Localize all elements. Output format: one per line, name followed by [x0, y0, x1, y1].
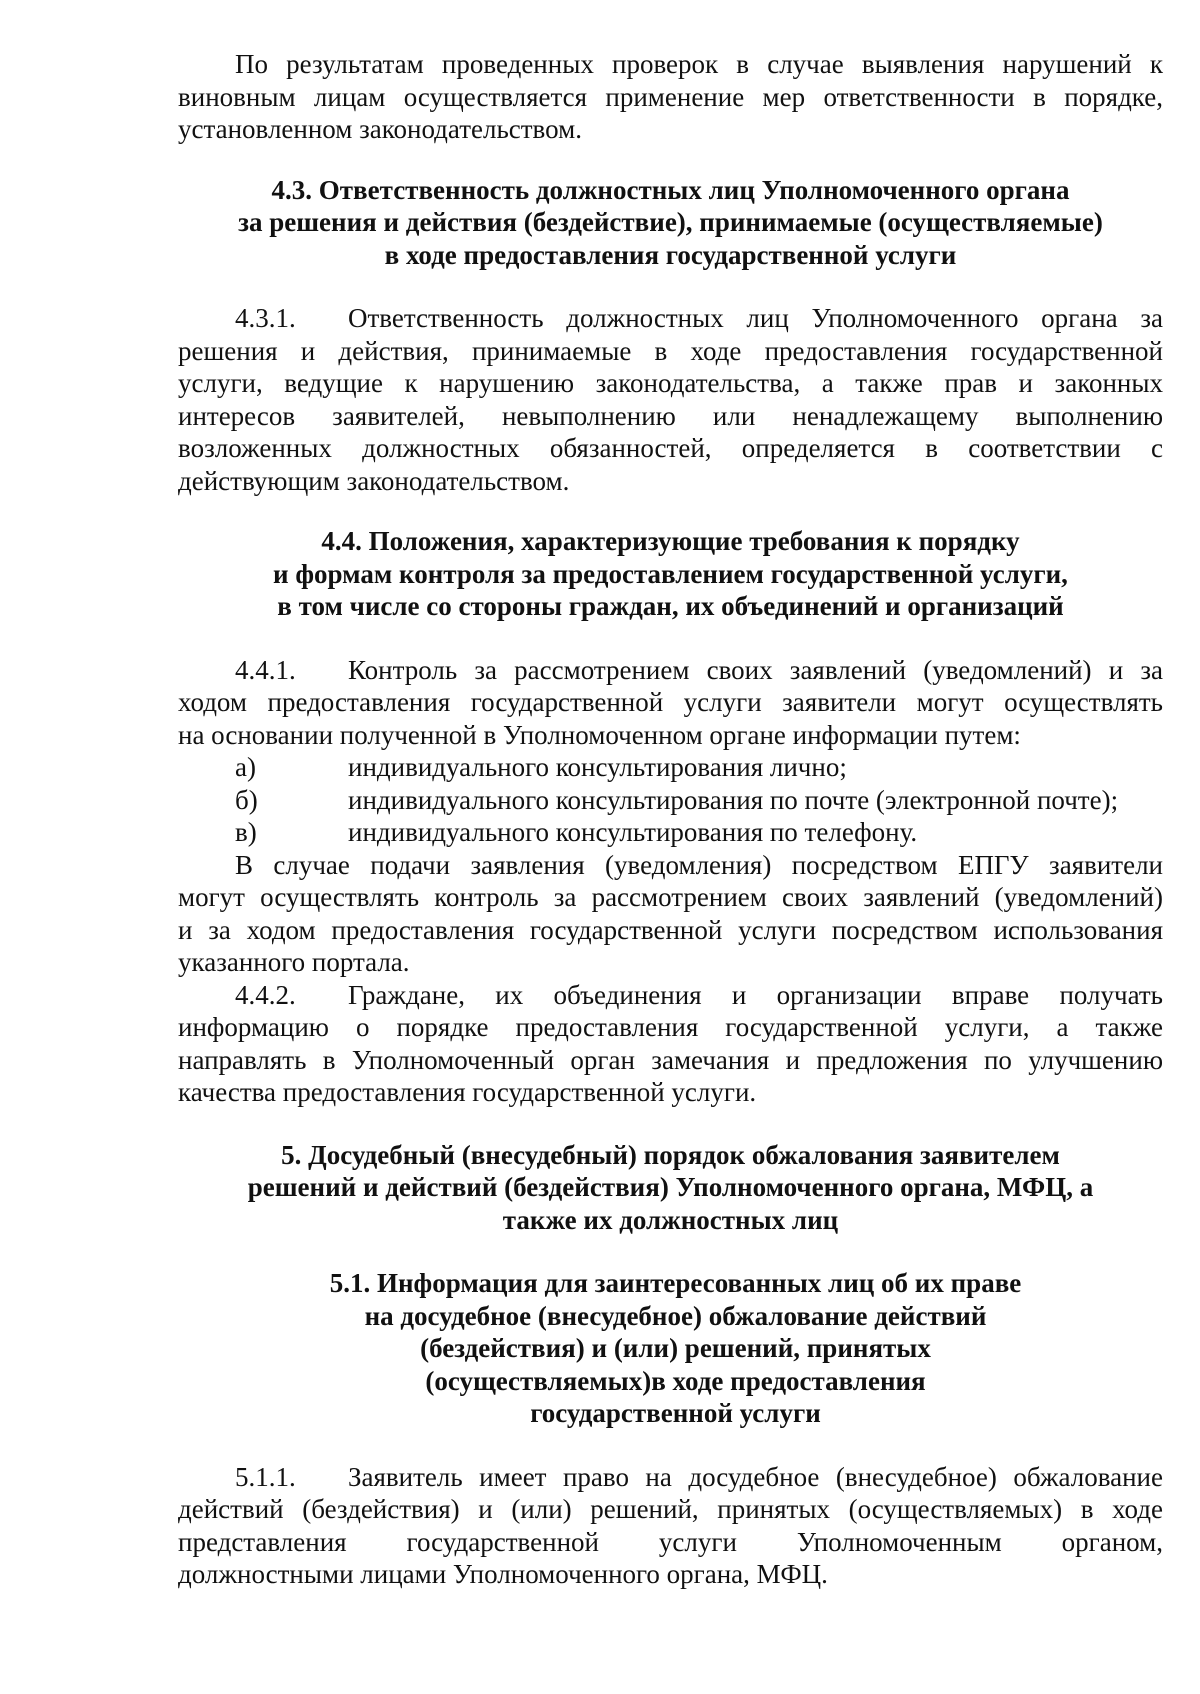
- section-4-4-heading: [178, 525, 1163, 623]
- intro-paragraph: [178, 48, 1163, 146]
- paragraph-line: услуги, ведущие к нарушению законодательства, а также прав и законных: [178, 368, 1163, 398]
- heading-line: на досудебное (внесудебное) обжалование действий: [364, 1300, 987, 1331]
- paragraph-number: 4.4.1.: [235, 654, 296, 685]
- heading-line: 5. Досудебный (внесудебный) порядок обжалования заявителем: [281, 1139, 1060, 1170]
- paragraph-number: 4.4.2.: [235, 979, 296, 1010]
- heading-line: и формам контроля за предоставлением государственной услуги,: [273, 558, 1068, 589]
- document-page: [178, 48, 1163, 1591]
- list-item: [178, 751, 1163, 784]
- list-item: [178, 816, 1163, 849]
- paragraph-line: Ответственность должностных лиц Уполномоченного органа за: [348, 303, 1163, 333]
- section-4-3-heading: [178, 174, 1163, 272]
- paragraph-4-3-1: [178, 302, 1163, 497]
- heading-line: 5.1. Информация для заинтересованных лиц об их праве: [329, 1268, 1022, 1298]
- paragraph-line: на основании полученной в Уполномоченном органе информации путем:: [178, 719, 1021, 750]
- paragraph-4-4-2: [178, 979, 1163, 1109]
- paragraph-line: представления государственной услуги Уполномоченным органом,: [178, 1526, 1163, 1557]
- paragraph-line: и за ходом предоставления государственной услуги посредством использования: [178, 914, 1163, 945]
- paragraph-line: В случае подачи заявления (уведомления) посредством ЕПГУ заявители: [235, 849, 1163, 880]
- heading-line: также их должностных лиц: [502, 1204, 839, 1235]
- heading-line: 4.3. Ответственность должностных лиц Уполномоченного органа: [271, 174, 1070, 205]
- intro-line: По результатам проведенных проверок в случае выявления нарушений к: [235, 49, 1163, 79]
- heading-line: государственной услуги: [530, 1398, 821, 1428]
- paragraph-line: должностными лицами Уполномоченного органа, МФЦ.: [178, 1559, 828, 1589]
- intro-line: виновным лицам осуществляется применение мер ответственности в порядке,: [178, 81, 1163, 112]
- heading-line: за решения и действия (бездействие), принимаемые (осуществляемые): [238, 207, 1103, 237]
- paragraph-line: качества предоставления государственной услуги.: [178, 1077, 757, 1107]
- paragraph-line: Заявитель имеет право на досудебное (внесудебное) обжалование: [348, 1461, 1163, 1492]
- heading-line: решений и действий (бездействия) Уполномоченного органа, МФЦ, а: [247, 1172, 1094, 1202]
- heading-line: (бездействия) и (или) решений, принятых: [420, 1333, 931, 1363]
- heading-line: в ходе предоставления государственной услуги: [384, 239, 957, 270]
- paragraph-line: действий (бездействия) и (или) решений, принятых (осуществляемых) в ходе: [178, 1494, 1163, 1524]
- paragraph-line: возложенных должностных обязанностей, определяется в соответствии с: [178, 433, 1163, 463]
- paragraph-number: 5.1.1.: [235, 1461, 296, 1492]
- paragraph-line: указанного портала.: [178, 947, 410, 977]
- list-item: [178, 784, 1163, 817]
- list-letter: б): [235, 784, 258, 815]
- paragraph-line: Контроль за рассмотрением своих заявлений (уведомлений) и за: [348, 654, 1163, 685]
- paragraph-4-4-1: [178, 654, 1163, 979]
- list-text: индивидуального консультирования по телефону.: [348, 817, 918, 847]
- paragraph-line: Граждане, их объединения и организации вправе получать: [348, 979, 1163, 1010]
- paragraph-line: ходом предоставления государственной услуги заявители могут осуществлять: [178, 687, 1163, 717]
- paragraph-line: могут осуществлять контроль за рассмотрением своих заявлений (уведомлений): [178, 882, 1163, 912]
- paragraph-5-1-1: [178, 1461, 1163, 1591]
- paragraph-line: информацию о порядке предоставления государственной услуги, а также: [178, 1012, 1163, 1042]
- list-letter: в): [235, 817, 257, 847]
- section-5-1-heading: [178, 1267, 1163, 1430]
- paragraph-line: действующим законодательством.: [178, 465, 570, 496]
- paragraph-line: направлять в Уполномоченный орган замечания и предложения по улучшению: [178, 1044, 1163, 1075]
- paragraph-line: решения и действия, принимаемые в ходе предоставления государственной: [178, 335, 1163, 366]
- heading-line: 4.4. Положения, характеризующие требования к порядку: [321, 526, 1020, 556]
- intro-line: установленном законодательством.: [178, 114, 582, 144]
- list-letter: а): [235, 752, 256, 782]
- list-text: индивидуального консультирования по почте (электронной почте);: [348, 784, 1119, 815]
- list-text: индивидуального консультирования лично;: [348, 752, 847, 782]
- heading-line: в том числе со стороны граждан, их объединений и организаций: [277, 591, 1064, 621]
- heading-line: (осуществляемых)в ходе предоставления: [425, 1365, 926, 1396]
- paragraph-number: 4.3.1.: [235, 303, 296, 333]
- section-5-heading: [178, 1139, 1163, 1237]
- paragraph-line: интересов заявителей, невыполнению или ненадлежащему выполнению: [178, 400, 1163, 431]
